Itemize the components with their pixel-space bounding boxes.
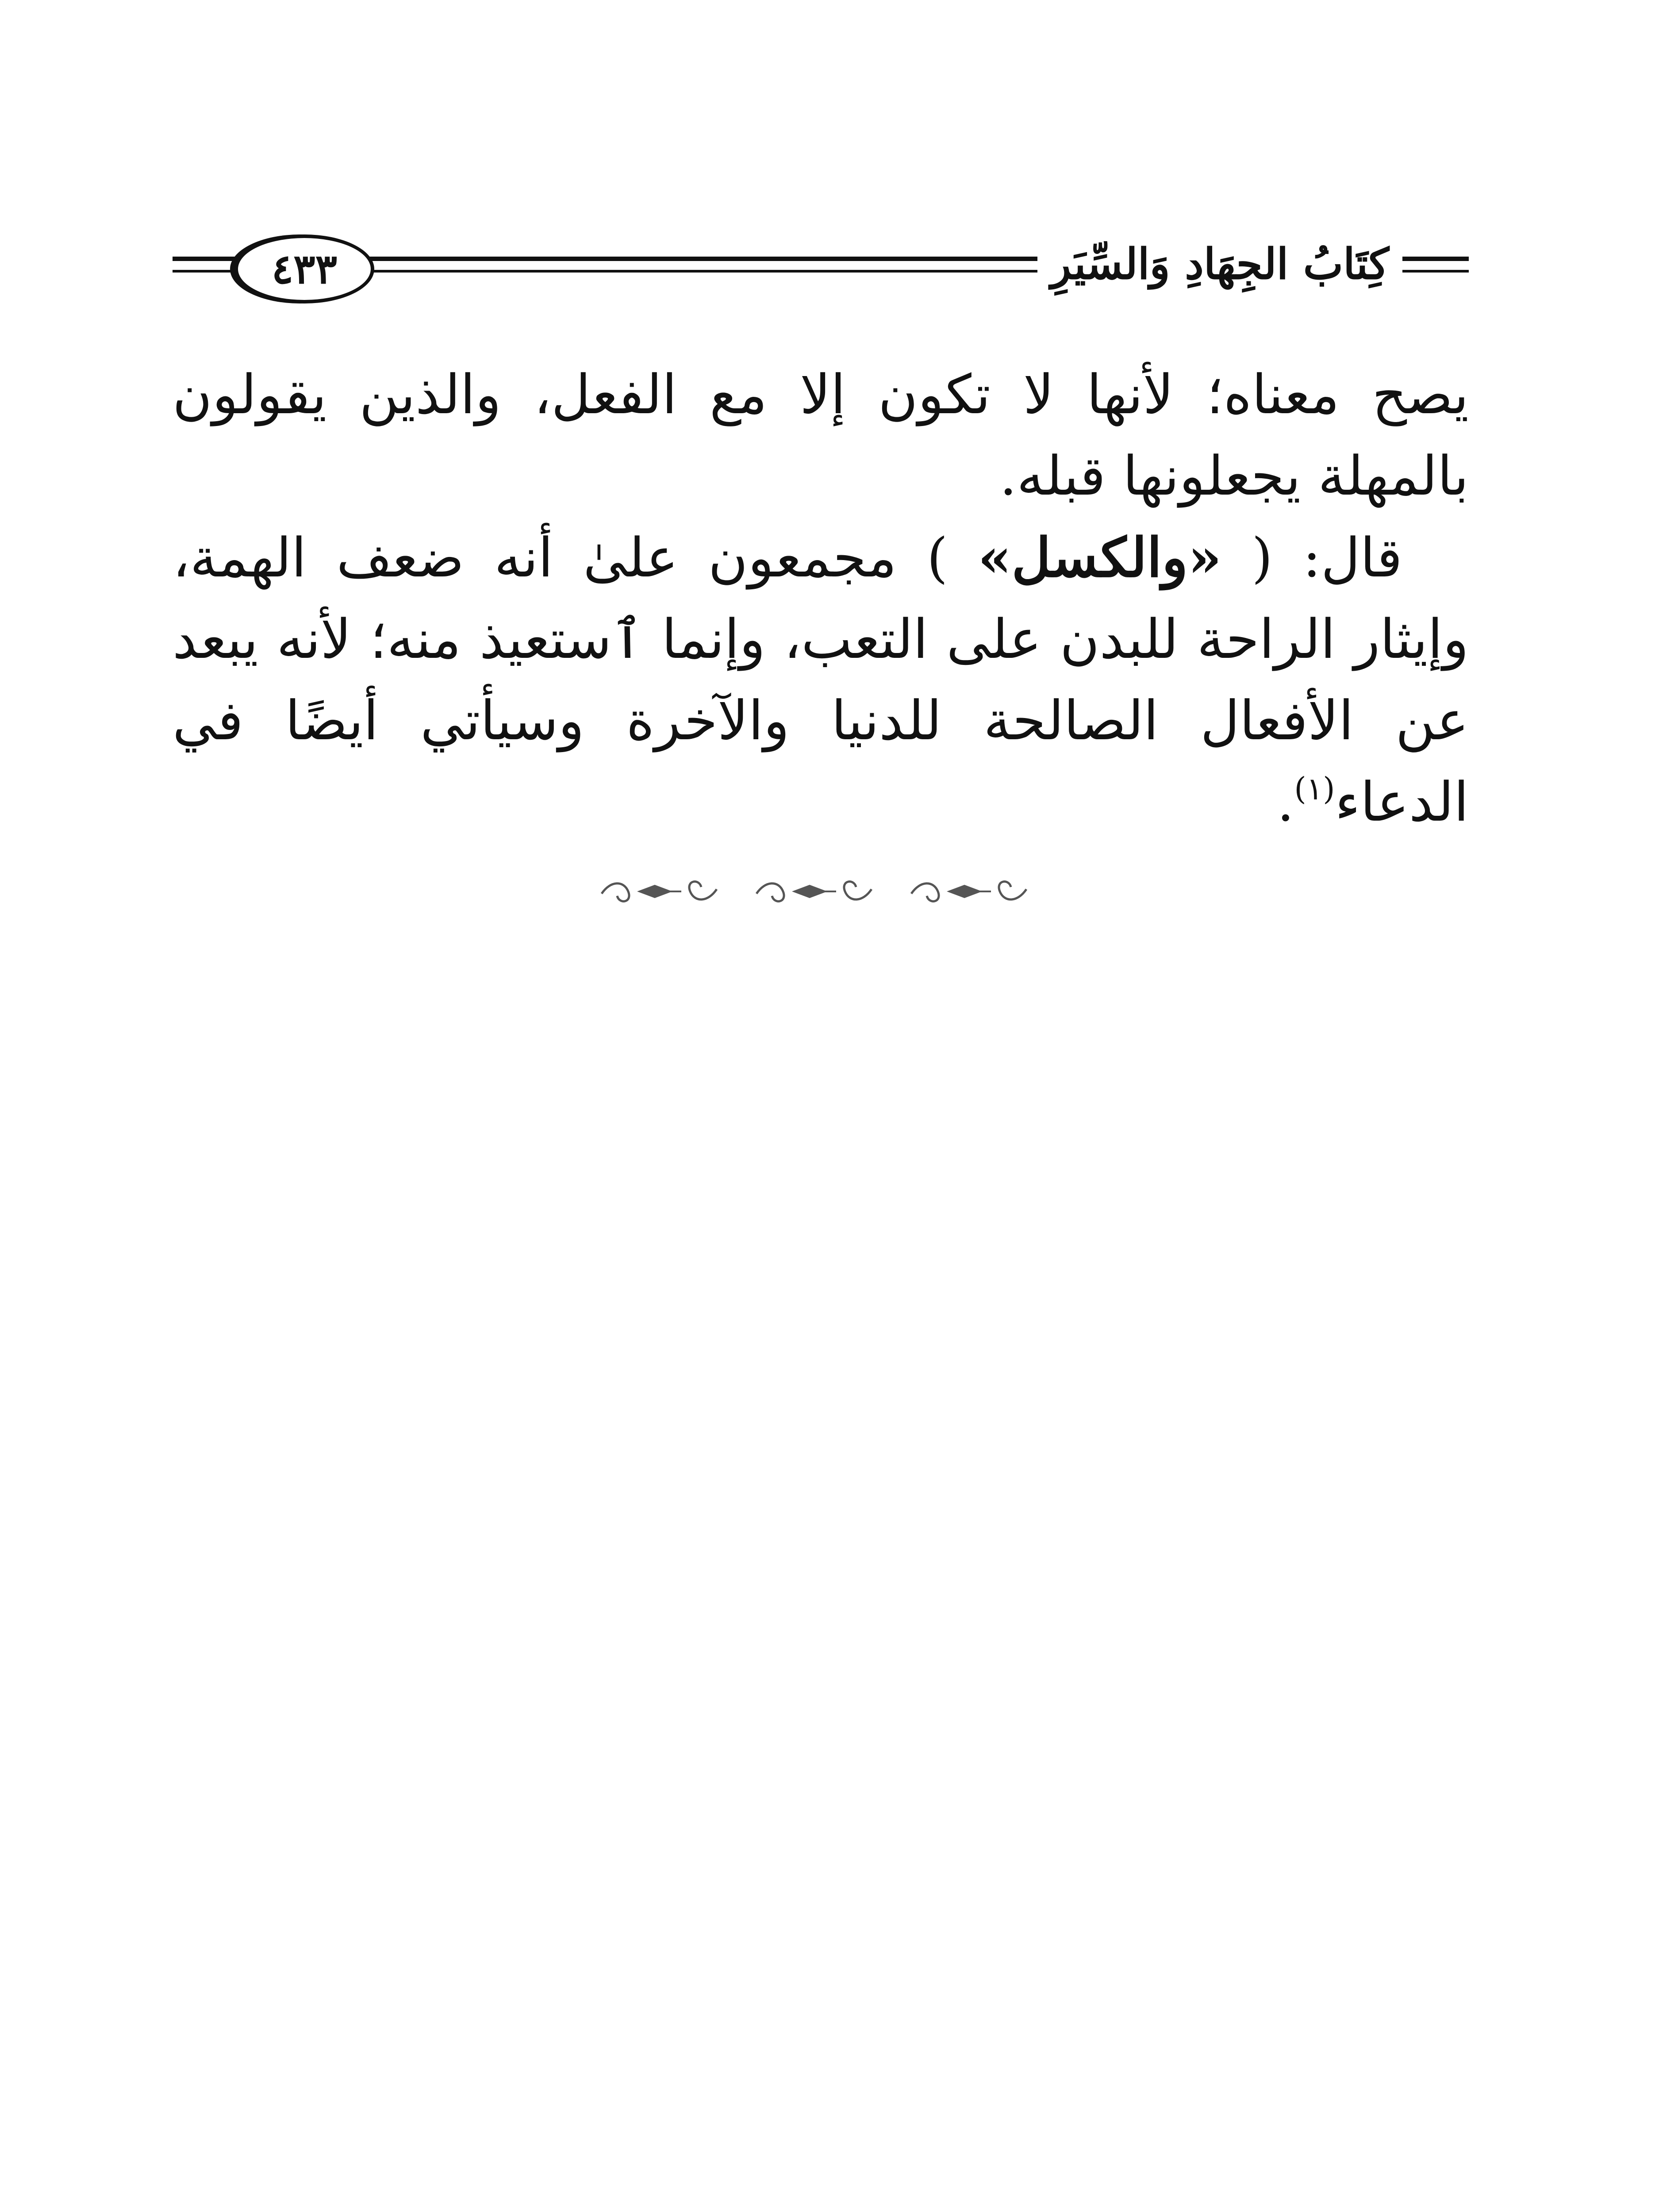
page-header — [173, 230, 1469, 301]
quoted-term: «والكسل» — [978, 526, 1222, 589]
paragraph-2 — [173, 517, 1469, 843]
paragraph-2-end: . — [1277, 771, 1294, 833]
main-text — [173, 354, 1469, 843]
running-title: كِتَابُ الجِهَادِ وَالسِّيَرِ — [1037, 239, 1402, 289]
ornament-icon — [902, 876, 1035, 907]
page-number: ٤٣٣ — [271, 245, 338, 293]
paragraph-1: يصح معناه؛ لأنها لا تكون إلا مع الفعل، والذين يقولون بالمهلة يجعلونها قبله. — [173, 363, 1469, 507]
page-number-badge — [234, 234, 374, 303]
paragraph-2-lead: قال: ( — [1252, 526, 1402, 589]
ornament-divider — [593, 876, 1035, 907]
ornament-icon — [593, 876, 726, 907]
paragraph-2-text: ) مجمعون علىٰ أنه ضعف الهمة، وإيثار الراحة للبدن على التعب، وإنما ٱستعيذ منه؛ لأنه يبعد عن الأفعال الصالحة للدنيا والآخرة وسيأتي أيضًا في الدعاء — [173, 526, 1469, 833]
ornament-icon — [748, 876, 880, 907]
footnote-reference: (١) — [1294, 771, 1335, 807]
